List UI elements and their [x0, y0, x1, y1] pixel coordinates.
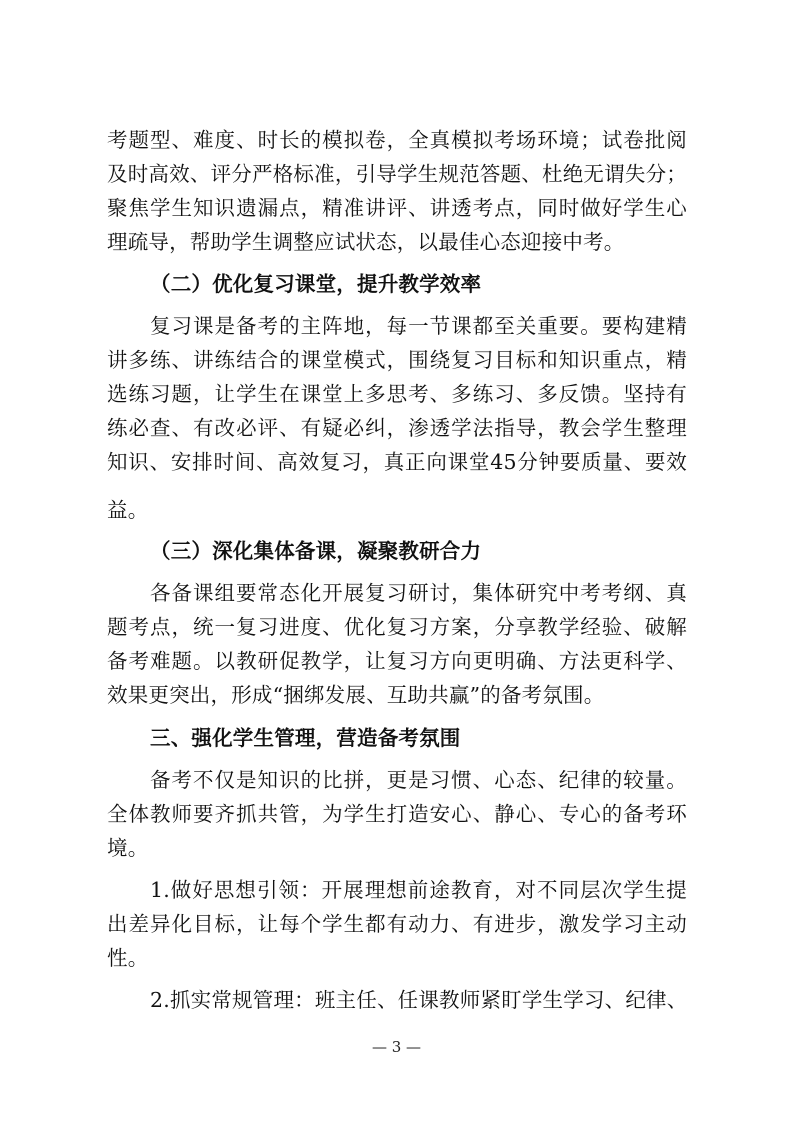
text-line: 及时高效、评分严格标准，引导学生规范答题、杜绝无谓失分； [107, 162, 687, 186]
text-line: 全体教师要齐抓共管，为学生打造安心、静心、专心的备考环 [107, 802, 687, 826]
page-number: — 3 — [371, 1038, 422, 1056]
text-line: 知识、安排时间、高效复习，真正向课堂45分钟要质量、要效 [107, 450, 687, 474]
text-line: 备考难题。以教研促教学，让复习方向更明确、方法更科学、 [107, 649, 687, 673]
text-line: 题考点，统一复习进度、优化复习方案，分享教学经验、破解 [107, 615, 687, 639]
text-line: 益。 [107, 498, 149, 522]
text-line: 选练习题，让学生在课堂上多思考、多练习、多反馈。坚持有 [107, 382, 687, 406]
text-line: 性。 [107, 946, 149, 970]
text-line: 1.做好思想引领：开展理想前途教育，对不同层次学生提 [150, 878, 687, 902]
section-heading: （三）深化集体备课，凝聚教研合力 [150, 539, 482, 563]
text-line: 练必查、有改必评、有疑必纠，渗透学法指导，教会学生整理 [107, 416, 687, 440]
text-line: 考题型、难度、时长的模拟卷，全真模拟考场环境；试卷批阅 [107, 128, 687, 152]
text-line: 讲多练、讲练结合的课堂模式，围绕复习目标和知识重点，精 [107, 348, 687, 372]
text-line: 2.抓实常规管理：班主任、任课教师紧盯学生学习、纪律、 [150, 988, 688, 1012]
section-heading: （二）优化复习课堂，提升教学效率 [150, 272, 482, 296]
text-line: 备考不仅是知识的比拼，更是习惯、心态、纪律的较量。 [150, 768, 687, 792]
text-line: 各备课组要常态化开展复习研讨，集体研究中考考纲、真 [150, 581, 687, 605]
text-line: 出差异化目标，让每个学生都有动力、有进步，激发学习主动 [107, 912, 687, 936]
text-line: 复习课是备考的主阵地，每一节课都至关重要。要构建精 [150, 314, 687, 338]
text-line: 理疏导，帮助学生调整应试状态，以最佳心态迎接中考。 [107, 230, 625, 254]
text-line: 境。 [107, 836, 149, 860]
text-line: 聚焦学生知识遗漏点，精准讲评、讲透考点，同时做好学生心 [107, 196, 687, 220]
text-line: 效果更突出，形成“捆绑发展、互助共赢”的备考氛围。 [107, 683, 605, 707]
section-heading: 三、强化学生管理，营造备考氛围 [150, 726, 461, 750]
